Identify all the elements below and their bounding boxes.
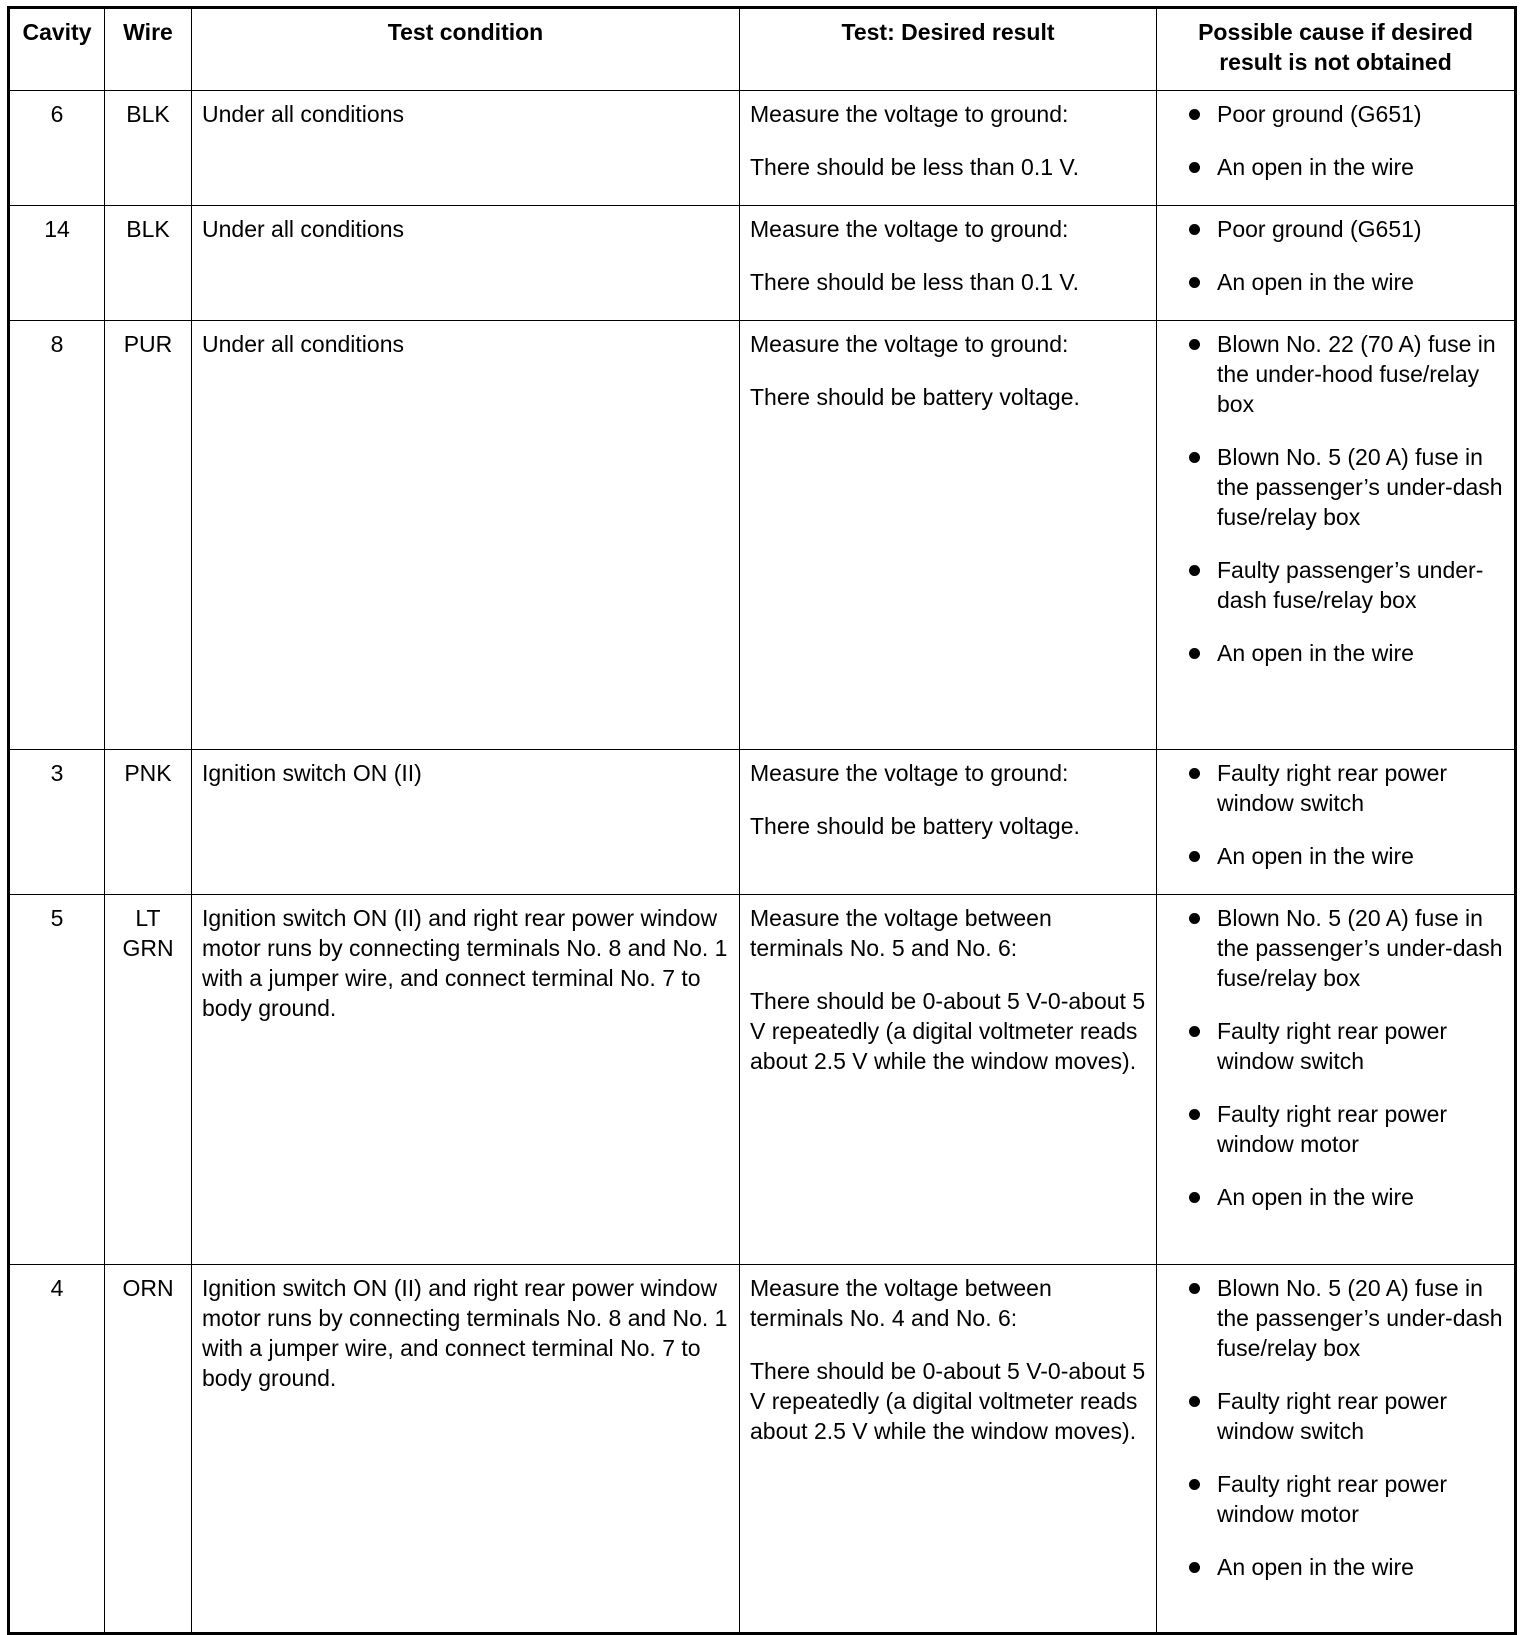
condition-cell: Ignition switch ON (II) and right rear power window motor runs by connecting terminals No. 8 and No. 1 with a jumper wire, and connect terminal No. 7 to body ground. [192,1265,740,1634]
result-text: Measure the voltage between terminals No. 5 and No. 6: [750,905,1052,961]
result-text: There should be battery voltage. [750,384,1080,410]
table-row [9,321,1516,750]
cause-item: Faulty right rear power window switch [1167,1016,1504,1076]
cause-item: An open in the wire [1167,841,1504,871]
wire-cell: PUR [105,321,192,750]
condition-cell: Under all conditions [192,91,740,206]
result-cell [740,91,1157,206]
cause-list [1167,329,1504,668]
cause-item: Poor ground (G651) [1167,214,1504,244]
cause-item: Faulty right rear power window switch [1167,758,1504,818]
cause-item: Faulty passenger’s under-dash fuse/relay box [1167,555,1504,615]
table-row [9,1265,1516,1634]
cavity-cell: 3 [9,750,105,895]
cause-list [1167,1273,1504,1582]
header-desired-result: Test: Desired result [740,8,1157,91]
cause-item: An open in the wire [1167,267,1504,297]
cause-cell [1157,91,1516,206]
cause-item: Blown No. 5 (20 A) fuse in the passenger’s under-dash fuse/relay box [1167,442,1504,532]
cause-item: An open in the wire [1167,1182,1504,1212]
cause-cell [1157,750,1516,895]
test-table [7,6,1517,1635]
wire-cell: LT GRN [105,895,192,1265]
condition-cell: Ignition switch ON (II) [192,750,740,895]
condition-cell: Ignition switch ON (II) and right rear power window motor runs by connecting terminals No. 8 and No. 1 with a jumper wire, and connect terminal No. 7 to body ground. [192,895,740,1265]
result-cell [740,321,1157,750]
table-row [9,750,1516,895]
header-test-condition: Test condition [192,8,740,91]
cause-item: Blown No. 22 (70 A) fuse in the under-hood fuse/relay box [1167,329,1504,419]
cause-item: Faulty right rear power window switch [1167,1386,1504,1446]
result-text: Measure the voltage to ground: [750,760,1069,786]
result-text: Measure the voltage to ground: [750,331,1069,357]
cause-item: An open in the wire [1167,638,1504,668]
cause-list [1167,214,1504,297]
result-cell [740,206,1157,321]
cause-item: Faulty right rear power window motor [1167,1099,1504,1159]
cause-item: Blown No. 5 (20 A) fuse in the passenger’s under-dash fuse/relay box [1167,903,1504,993]
table-row [9,206,1516,321]
header-row [9,8,1516,91]
result-text: There should be 0-about 5 V-0-about 5 V repeatedly (a digital voltmeter reads about 2.5 V while the window moves). [750,1358,1146,1444]
table-row [9,895,1516,1265]
cause-list [1167,758,1504,871]
wire-cell: PNK [105,750,192,895]
wire-cell: BLK [105,206,192,321]
condition-cell: Under all conditions [192,206,740,321]
cause-item: An open in the wire [1167,1552,1504,1582]
cause-item: Faulty right rear power window motor [1167,1469,1504,1529]
cause-cell [1157,321,1516,750]
cause-cell [1157,206,1516,321]
cavity-cell: 6 [9,91,105,206]
result-cell [740,1265,1157,1634]
cause-item: Blown No. 5 (20 A) fuse in the passenger’s under-dash fuse/relay box [1167,1273,1504,1363]
result-cell [740,895,1157,1265]
result-text: Measure the voltage to ground: [750,101,1069,127]
result-text: Measure the voltage between terminals No. 4 and No. 6: [750,1275,1052,1331]
cavity-cell: 14 [9,206,105,321]
header-possible-cause: Possible cause if desired result is not obtained [1157,8,1516,91]
cavity-cell: 8 [9,321,105,750]
cause-item: Poor ground (G651) [1167,99,1504,129]
cause-list [1167,99,1504,182]
table-row [9,91,1516,206]
result-text: There should be less than 0.1 V. [750,154,1080,180]
result-text: There should be 0-about 5 V-0-about 5 V repeatedly (a digital voltmeter reads about 2.5 V while the window moves). [750,988,1146,1074]
cause-item: An open in the wire [1167,152,1504,182]
result-text: Measure the voltage to ground: [750,216,1069,242]
condition-cell: Under all conditions [192,321,740,750]
header-cavity: Cavity [9,8,105,91]
cavity-cell: 5 [9,895,105,1265]
result-text: There should be battery voltage. [750,813,1080,839]
result-cell [740,750,1157,895]
result-text: There should be less than 0.1 V. [750,269,1080,295]
header-wire: Wire [105,8,192,91]
wire-cell: BLK [105,91,192,206]
cause-cell [1157,1265,1516,1634]
cause-list [1167,903,1504,1212]
cavity-cell: 4 [9,1265,105,1634]
cause-cell [1157,895,1516,1265]
wire-cell: ORN [105,1265,192,1634]
